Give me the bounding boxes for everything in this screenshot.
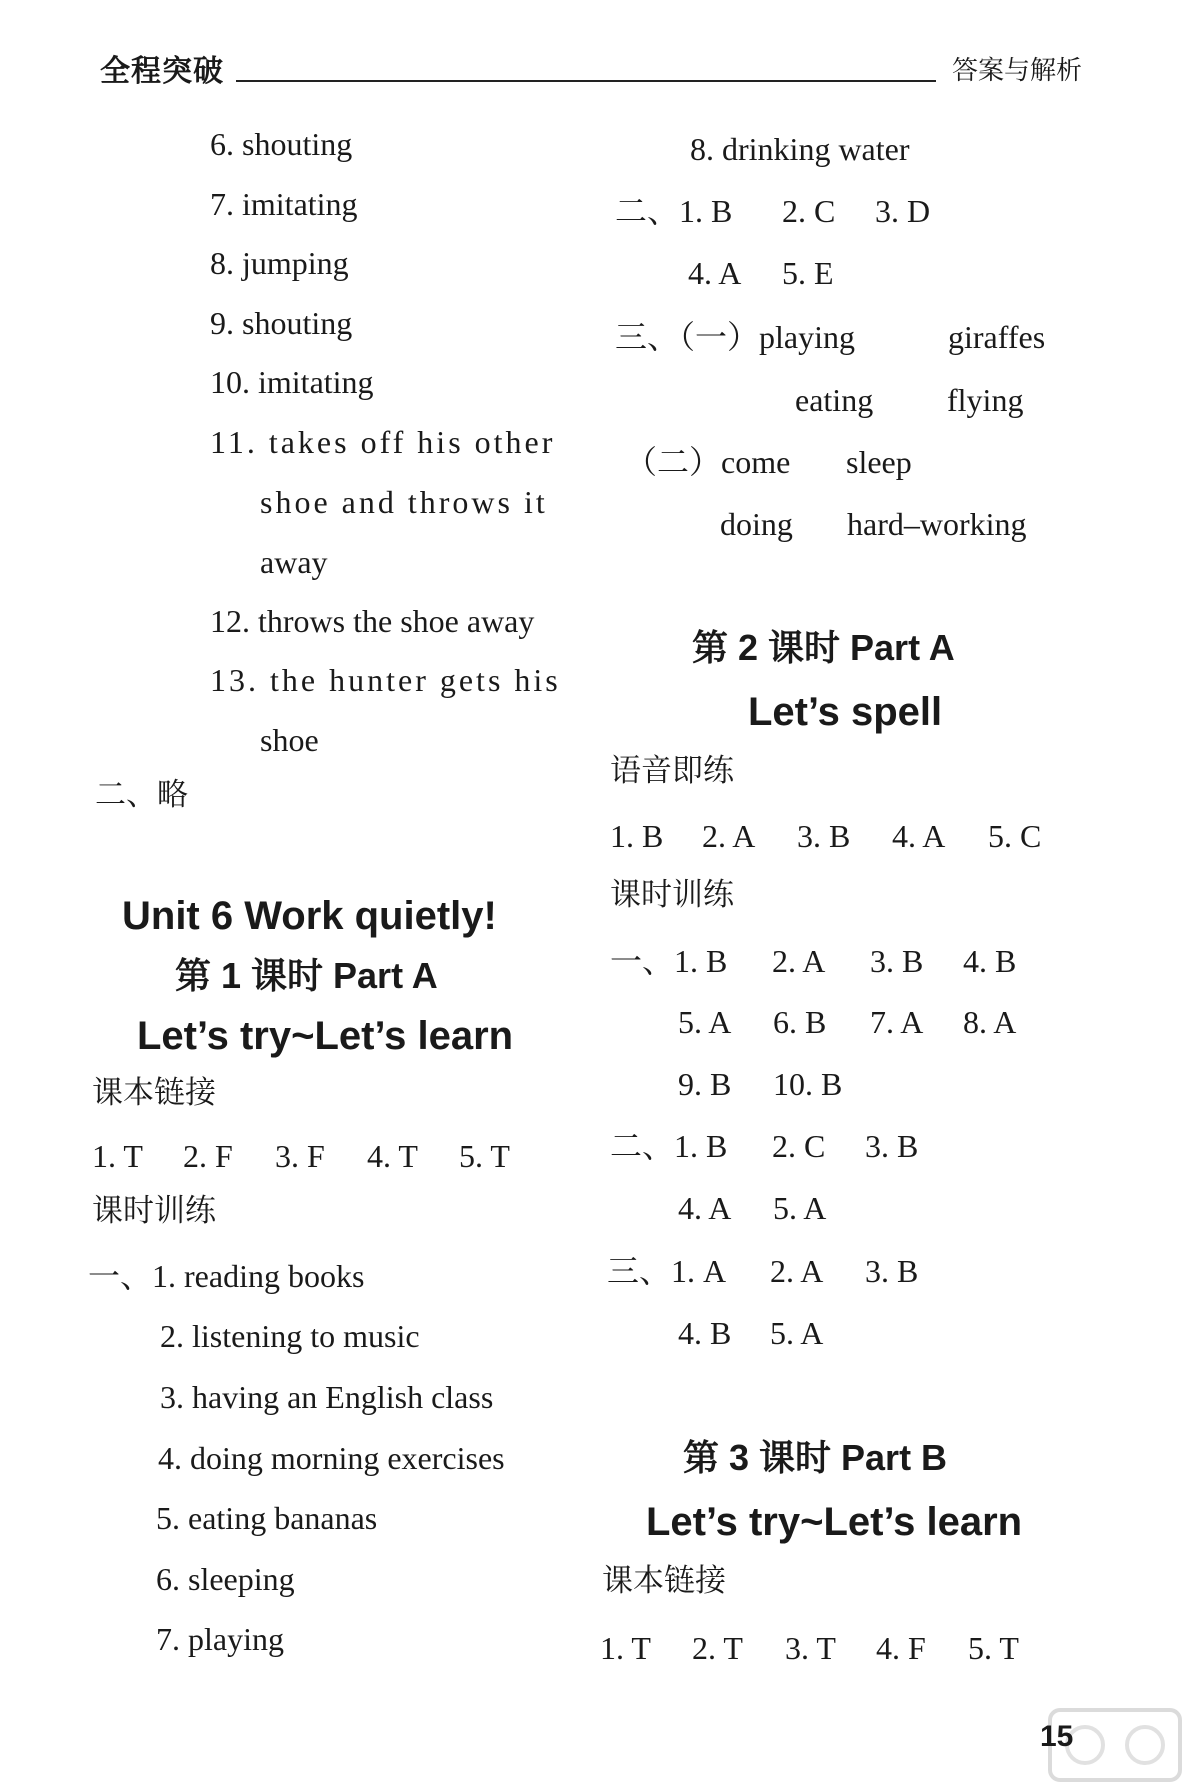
answer-item: 8. jumping [210, 245, 349, 281]
answer: 5. T [968, 1630, 1019, 1666]
page-number: 15 [1040, 1720, 1074, 1753]
answer-item: 12. throws the shoe away [210, 603, 535, 639]
answer: 2. A [772, 943, 826, 979]
answer: 5. A [678, 1004, 732, 1040]
answer: 1. T [600, 1630, 651, 1666]
answer: 三、（一）playing [615, 319, 855, 355]
header-section-title: 答案与解析 [952, 56, 1083, 86]
answer-item: 4. doing morning exercises [158, 1440, 505, 1476]
answer: 5. E [782, 255, 834, 291]
answer: 4. T [367, 1138, 418, 1174]
answer: 3. T [785, 1630, 836, 1666]
answer-item: 3. having an English class [160, 1379, 494, 1415]
lesson-title: 第 2 课时 Part A [692, 627, 955, 668]
answer: 2. F [183, 1138, 233, 1174]
answer: eating [795, 382, 874, 418]
answer: 1. B [610, 818, 664, 854]
answer: giraffes [948, 319, 1046, 355]
answer-item-continued: away [260, 544, 328, 580]
answer: 3. B [797, 818, 851, 854]
lesson-title: 第 1 课时 Part A [175, 955, 438, 996]
answer: 2. A [702, 818, 756, 854]
answer-item: 7. playing [156, 1621, 284, 1657]
answer: 2. A [770, 1253, 824, 1289]
lesson-subtitle: Let’s spell [748, 690, 943, 734]
answer-item-continued: shoe and throws it [260, 484, 548, 520]
section-heading: 语音即练 [610, 753, 734, 789]
answer: 4. A [892, 818, 946, 854]
answer: 三、1. A [607, 1253, 727, 1289]
answer: （二）come [625, 444, 791, 480]
answer: 10. B [773, 1066, 843, 1102]
section-heading: 课本链接 [92, 1075, 216, 1111]
answer: 6. B [773, 1004, 827, 1040]
answer-item: 9. shouting [210, 305, 353, 341]
answer-item: 一、1. reading books [88, 1258, 365, 1294]
answer: flying [947, 382, 1024, 418]
unit-title: Unit 6 Work quietly! [122, 894, 497, 938]
answer-item: 10. imitating [210, 364, 374, 400]
answer: 3. D [875, 193, 931, 229]
answer: 4. B [678, 1315, 732, 1351]
answer: 5. C [988, 818, 1042, 854]
brand-logo: 全程突破 [100, 54, 224, 89]
answer: 2. C [782, 193, 836, 229]
answer: 3. F [275, 1138, 325, 1174]
answer: 5. T [459, 1138, 510, 1174]
answer: 3. B [865, 1128, 919, 1164]
answer-item: 5. eating bananas [156, 1500, 378, 1536]
answer: 3. B [865, 1253, 919, 1289]
section-part2: 二、略 [95, 777, 188, 813]
answer: sleep [846, 444, 912, 480]
answer: 5. A [773, 1190, 827, 1226]
answer: hard–working [847, 506, 1027, 542]
answer-item: 2. listening to music [160, 1318, 420, 1354]
lesson-title: 第 3 课时 Part B [683, 1437, 948, 1478]
lesson-subtitle: Let’s try~Let’s learn [646, 1500, 1023, 1544]
answer-item: 6. shouting [210, 126, 353, 162]
answer: 8. A [963, 1004, 1017, 1040]
answer: 5. A [770, 1315, 824, 1351]
answer-item: 7. imitating [210, 186, 358, 222]
answer: 4. A [688, 255, 742, 291]
header-rule [236, 80, 936, 82]
answer: 二、1. B [615, 193, 733, 229]
answer-item: 13. the hunter gets his [210, 662, 561, 698]
answer: 1. T [92, 1138, 143, 1174]
lesson-subtitle: Let’s try~Let’s learn [137, 1014, 514, 1058]
section-heading: 课本链接 [602, 1563, 726, 1599]
answer: 4. F [876, 1630, 926, 1666]
answer: 二、1. B [610, 1128, 728, 1164]
section-heading: 课时训练 [92, 1193, 216, 1229]
answer: doing [720, 506, 793, 542]
answer-item: 11. takes off his other [210, 424, 556, 460]
answer: 4. B [963, 943, 1017, 979]
section-heading: 课时训练 [610, 877, 734, 913]
answer: 3. B [870, 943, 924, 979]
answer-item: 6. sleeping [156, 1561, 295, 1597]
answer-item: 8. drinking water [690, 131, 910, 167]
answer: 4. A [678, 1190, 732, 1226]
answer: 一、1. B [610, 943, 728, 979]
answer: 9. B [678, 1066, 732, 1102]
answer: 2. C [772, 1128, 826, 1164]
answer: 2. T [692, 1630, 743, 1666]
answer-item-continued: shoe [260, 722, 319, 758]
answer: 7. A [870, 1004, 924, 1040]
